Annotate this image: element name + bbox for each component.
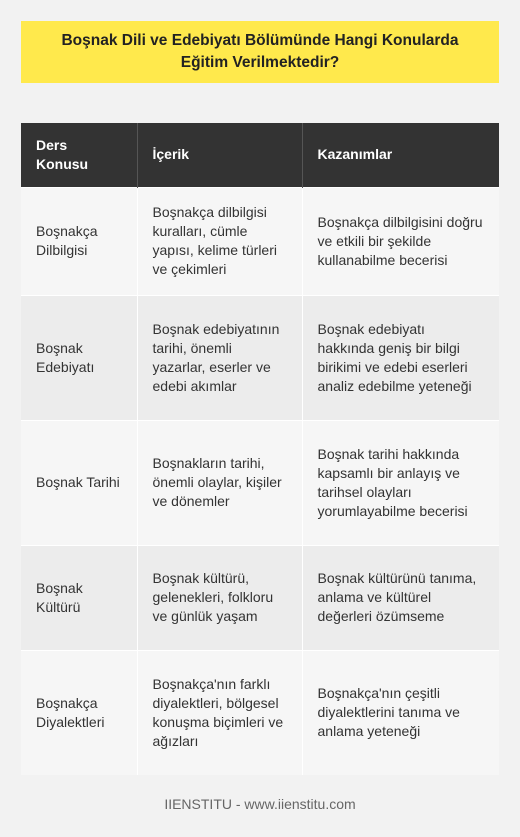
cell-content: Boşnak edebiyatının tarihi, önemli yazarlar, eserler ve edebi akımlar [137, 295, 302, 420]
header-outcome: Kazanımlar [302, 123, 499, 187]
cell-outcome: Boşnak kültürünü tanıma, anlama ve kültürel değerleri özümseme [302, 545, 499, 650]
table-row [21, 295, 499, 420]
cell-outcome: Boşnak tarihi hakkında kapsamlı bir anlayış ve tarihsel olayları yorumlayabilme becerisi [302, 420, 499, 545]
page-title: Boşnak Dili ve Edebiyatı Bölümünde Hangi Konularda Eğitim Verilmektedir? [61, 32, 459, 71]
cell-outcome: Boşnak edebiyatı hakkında geniş bir bilgi birikimi ve edebi eserleri analiz edebilme yeteneği [302, 295, 499, 420]
cell-topic: Boşnak Kültürü [21, 545, 137, 650]
cell-content: Boşnak kültürü, gelenekleri, folkloru ve günlük yaşam [137, 545, 302, 650]
cell-outcome: Boşnakça'nın çeşitli diyalektlerini tanıma ve anlama yeteneği [302, 650, 499, 775]
cell-outcome: Boşnakça dilbilgisini doğru ve etkili bir şekilde kullanabilme becerisi [302, 187, 499, 295]
table-row [21, 420, 499, 545]
header-topic: Ders Konusu [21, 123, 137, 187]
title-banner [21, 21, 499, 83]
table-header-row [21, 123, 499, 187]
footer-credit: IIENSTITU - www.iienstitu.com [164, 796, 356, 812]
cell-topic: Boşnakça Dilbilgisi [21, 187, 137, 295]
cell-content: Boşnakça'nın farklı diyalektleri, bölgesel konuşma biçimleri ve ağızları [137, 650, 302, 775]
table-row [21, 650, 499, 775]
curriculum-table [21, 123, 499, 775]
cell-content: Boşnakça dilbilgisi kuralları, cümle yapısı, kelime türleri ve çekimleri [137, 187, 302, 295]
cell-topic: Boşnak Tarihi [21, 420, 137, 545]
cell-topic: Boşnakça Diyalektleri [21, 650, 137, 775]
cell-content: Boşnakların tarihi, önemli olaylar, kişiler ve dönemler [137, 420, 302, 545]
table-row [21, 545, 499, 650]
table-row [21, 187, 499, 295]
header-content: İçerik [137, 123, 302, 187]
cell-topic: Boşnak Edebiyatı [21, 295, 137, 420]
